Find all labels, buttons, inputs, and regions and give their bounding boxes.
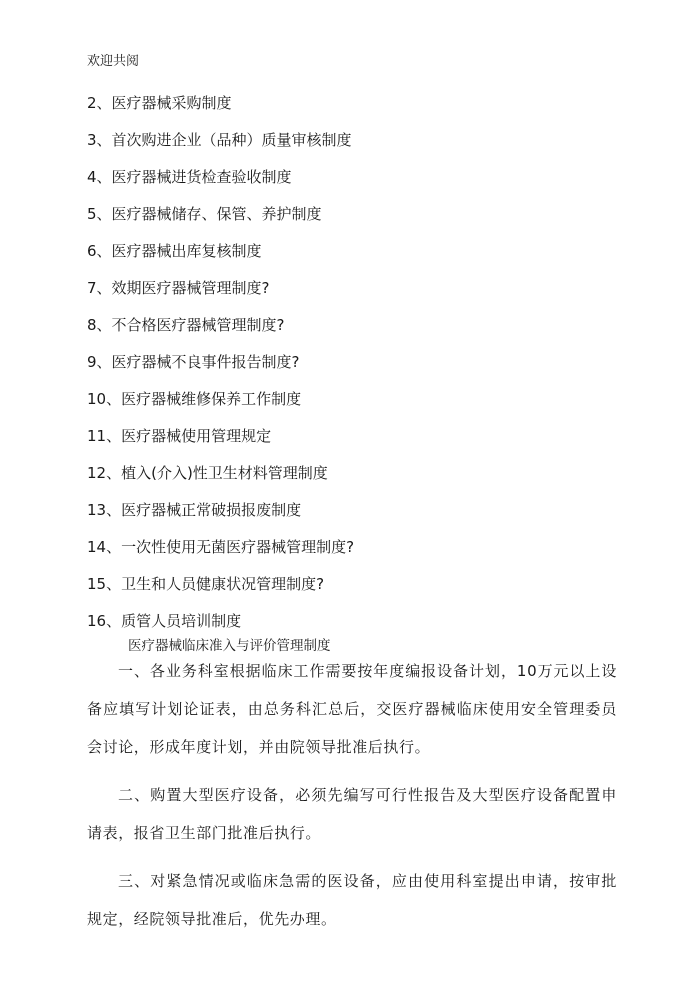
regulation-list [87,90,354,645]
section-title: 医疗器械临床准入与评价管理制度 [128,638,331,654]
list-item: 16、质管人员培训制度 [87,612,242,630]
list-item: 15、卫生和人员健康状况管理制度? [87,575,325,593]
list-item: 4、医疗器械进货检查验收制度 [87,168,292,186]
list-item: 10、医疗器械维修保养工作制度 [87,390,302,408]
paragraph: 一、各业务科室根据临床工作需要按年度编报设备计划，10万元以上设备应填写计划论证表，由总务科汇总后，交医疗器械临床使用安全管理委员会讨论，形成年度计划，并由院领导批准后执行。 [87,662,617,756]
list-item: 7、效期医疗器械管理制度? [87,279,270,297]
list-item: 8、不合格医疗器械管理制度? [87,316,285,334]
list-item: 14、一次性使用无菌医疗器械管理制度? [87,538,355,556]
list-item: 2、医疗器械采购制度 [87,94,232,112]
list-item: 6、医疗器械出库复核制度 [87,242,262,260]
section-body [87,652,617,948]
list-item: 12、植入(介入)性卫生材料管理制度 [87,464,328,482]
list-item: 5、医疗器械储存、保管、养护制度 [87,205,322,223]
paragraph: 三、对紧急情况或临床急需的医设备，应由使用科室提出申请，按审批规定，经院领导批准后，优先办理。 [87,872,617,928]
page-header: 欢迎共阅 [87,54,140,69]
list-item: 11、医疗器械使用管理规定 [87,427,272,445]
paragraph: 二、购置大型医疗设备，必须先编写可行性报告及大型医疗设备配置申请表，报省卫生部门批准后执行。 [87,786,617,842]
list-item: 3、首次购进企业（品种）质量审核制度 [87,131,352,149]
list-item: 13、医疗器械正常破损报废制度 [87,501,302,519]
list-item: 9、医疗器械不良事件报告制度? [87,353,300,371]
